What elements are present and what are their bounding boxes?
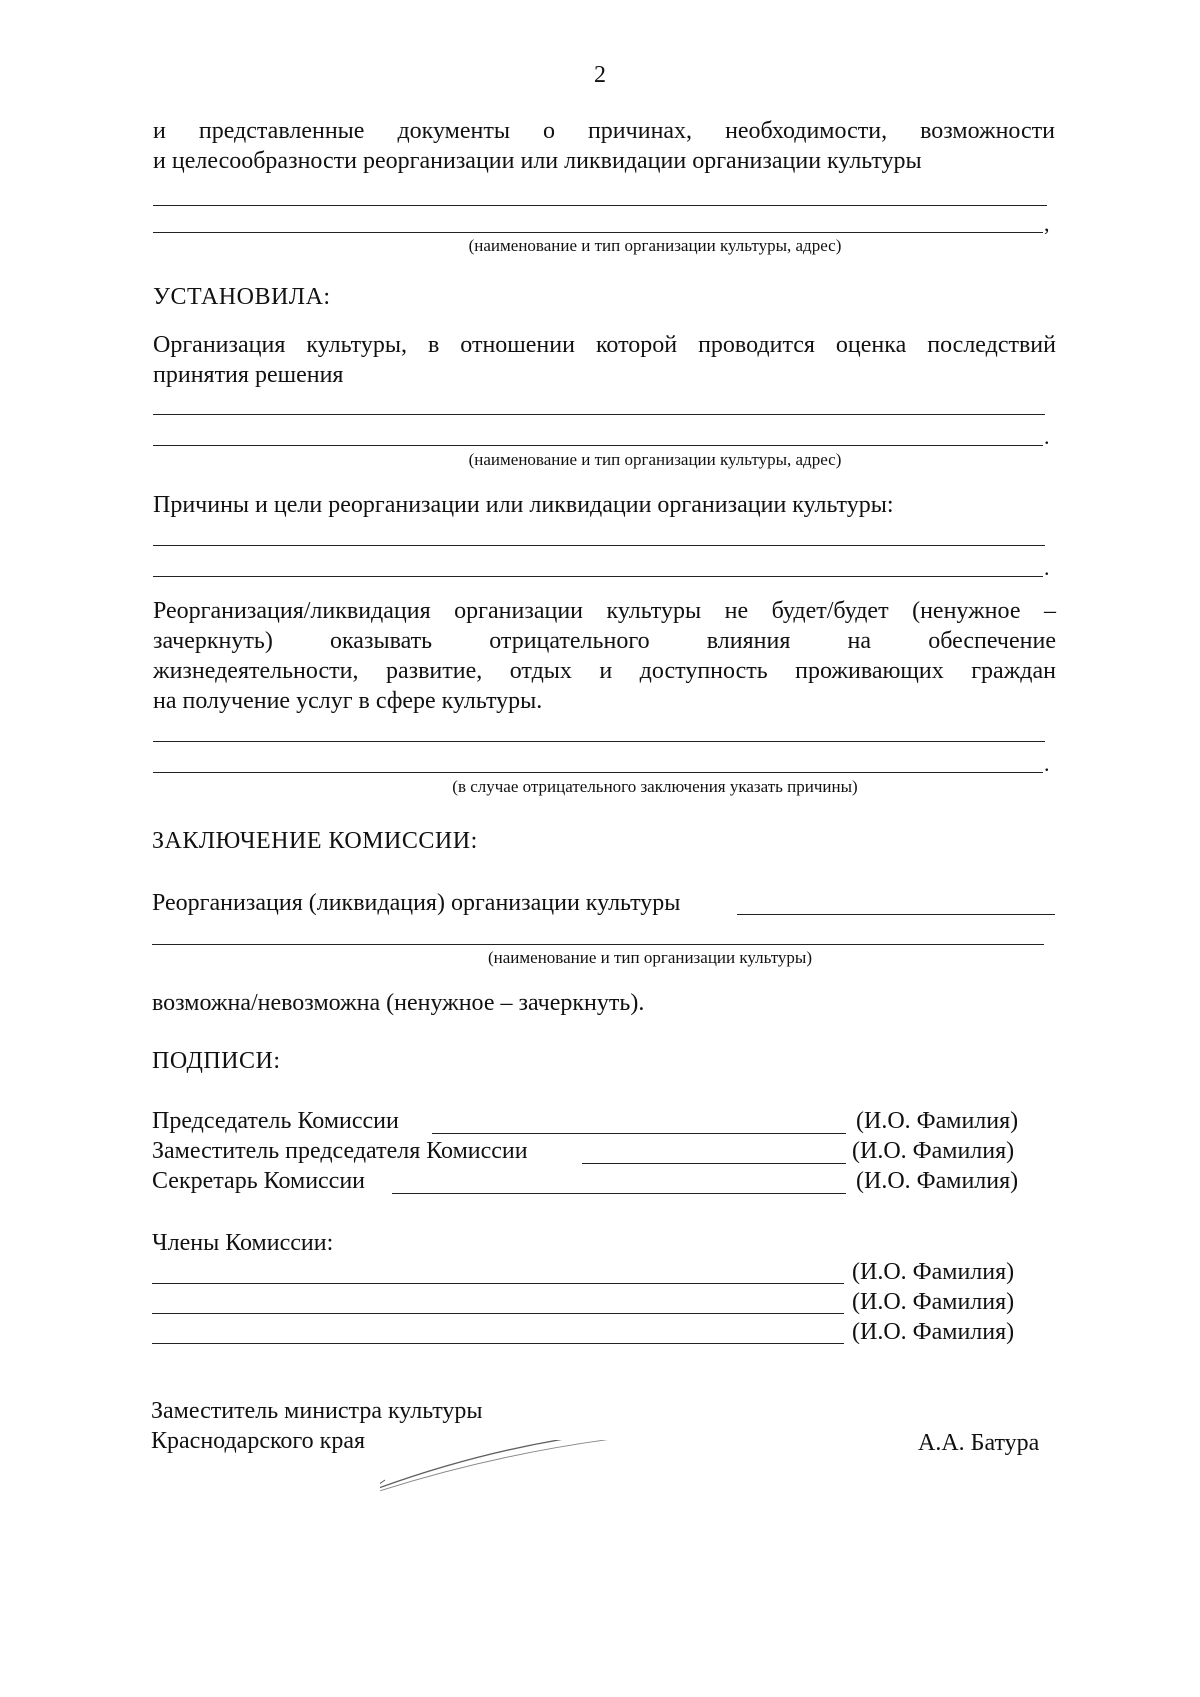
vice-chair-signature-line (582, 1163, 846, 1164)
signatures-heading: ПОДПИСИ: (152, 1048, 281, 1074)
trailing-comma: , (1044, 211, 1050, 236)
impact-line-4: на получение услуг в сфере культуры. (153, 688, 543, 714)
fill-line (153, 772, 1043, 773)
member-name: (И.О. Фамилия) (852, 1289, 1015, 1315)
vice-chair-name: (И.О. Фамилия) (852, 1138, 1015, 1164)
member-signature-line (152, 1313, 844, 1314)
intro-line-2: и целесообразности реорганизации или ликвидации организации культуры (153, 148, 922, 174)
trailing-period: . (1044, 751, 1050, 776)
fill-line (153, 445, 1043, 446)
established-line-1: Организация культуры, в отношении которой проводится оценка последствий (153, 332, 1056, 358)
vice-chair-row (152, 1136, 528, 1166)
members-label: Члены Комиссии: (152, 1230, 334, 1256)
impact-line-3: жизнедеятельности, развитие, отдых и доступность проживающих граждан (153, 658, 1056, 684)
secretary-signature-line (392, 1193, 846, 1194)
established-heading: УСТАНОВИЛА: (153, 284, 331, 310)
impact-line-1: Реорганизация/ликвидация организации культуры не будет/будет (ненужное – (153, 598, 1056, 624)
chair-row (152, 1106, 399, 1136)
impact-caption: (в случае отрицательного заключения указать причины) (452, 777, 858, 796)
fill-line (153, 232, 1043, 233)
position-line-2: Краснодарского края (151, 1428, 366, 1454)
secretary-name: (И.О. Фамилия) (856, 1168, 1019, 1194)
fill-line (737, 914, 1055, 915)
fill-line (153, 741, 1045, 742)
fill-line (153, 576, 1043, 577)
chair-label: Председатель Комиссии (152, 1108, 399, 1134)
member-name: (И.О. Фамилия) (852, 1319, 1015, 1345)
secretary-row (152, 1166, 365, 1196)
intro-caption: (наименование и тип организации культуры, адрес) (468, 236, 842, 255)
chair-name: (И.О. Фамилия) (856, 1108, 1019, 1134)
fill-line (153, 414, 1045, 415)
intro-line-1: и представленные документы о причинах, необходимости, возможности (153, 118, 1055, 144)
position-line-1: Заместитель министра культуры (151, 1398, 483, 1424)
conclusion-caption: (наименование и тип организации культуры) (487, 948, 813, 967)
handwritten-signature (380, 1440, 980, 1640)
member-signature-line (152, 1283, 844, 1284)
reasons-text: Причины и цели реорганизации или ликвидации организации культуры: (153, 492, 894, 518)
member-signature-line (152, 1343, 844, 1344)
conclusion-result: возможна/невозможна (ненужное – зачеркнуть). (152, 990, 645, 1016)
secretary-label: Секретарь Комиссии (152, 1168, 366, 1194)
signatory-name: А.А. Батура (918, 1430, 1040, 1456)
established-line-2: принятия решения (153, 362, 344, 388)
impact-line-2: зачеркнуть) оказывать отрицательного влияния на обеспечение (153, 628, 1056, 654)
member-name: (И.О. Фамилия) (852, 1259, 1015, 1285)
trailing-period: . (1044, 424, 1050, 449)
page-number: 2 (594, 62, 606, 88)
fill-line (153, 205, 1047, 206)
chair-signature-line (432, 1133, 846, 1134)
fill-line (153, 545, 1045, 546)
conclusion-heading: ЗАКЛЮЧЕНИЕ КОМИССИИ: (152, 828, 478, 854)
established-caption: (наименование и тип организации культуры, адрес) (468, 450, 842, 469)
vice-chair-label: Заместитель председателя Комиссии (152, 1138, 528, 1164)
conclusion-line-1: Реорганизация (ликвидация) организации культуры (152, 890, 681, 916)
trailing-period: . (1044, 555, 1050, 580)
fill-line (152, 944, 1044, 945)
